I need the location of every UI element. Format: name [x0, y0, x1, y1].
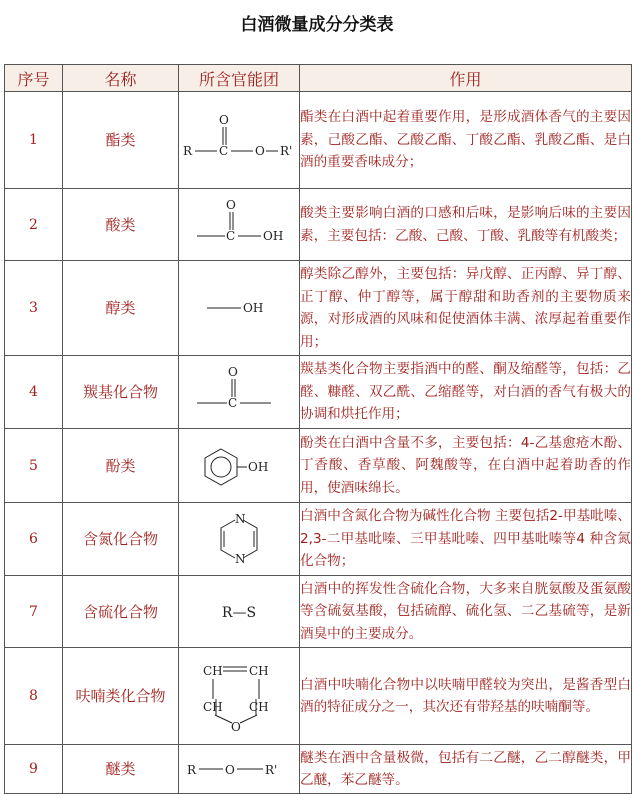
row-effect: 酯类在白酒中起着重要作用，是形成酒体香气的主要因素，己酸乙酯、乙酸乙酯、丁酸乙酯、乳酸乙酯、是白酒的重要香味成分； — [300, 92, 632, 189]
carbonyl-group-icon — [181, 363, 297, 421]
classification-table — [4, 64, 632, 794]
svg-text:R': R' — [280, 144, 293, 158]
svg-text:O: O — [228, 365, 238, 379]
thiol-group-icon — [181, 600, 297, 624]
svg-text:O: O — [255, 144, 265, 158]
row-effect: 酸类主要影响白酒的口感和后味，是影响后味的主要因素，主要包括：乙酸、己酸、丁酸、乳酸等有机酸类； — [300, 189, 632, 261]
row-name: 醚类 — [63, 745, 179, 794]
svg-text:O: O — [226, 197, 236, 212]
svg-text:C: C — [219, 144, 229, 158]
row-functional-group — [179, 261, 300, 356]
table-row — [5, 429, 632, 503]
ester-group-icon — [181, 110, 297, 170]
row-index: 8 — [5, 648, 63, 745]
row-index: 7 — [5, 576, 63, 648]
table-row — [5, 648, 632, 745]
carboxyl-group-icon — [181, 196, 297, 254]
table-row — [5, 745, 632, 794]
svg-text:C: C — [228, 396, 238, 410]
row-name: 含氮化合物 — [63, 503, 179, 576]
svg-text:CH: CH — [203, 700, 223, 714]
table-row — [5, 261, 632, 356]
row-functional-group — [179, 503, 300, 576]
row-effect: 醇类除乙醇外，主要包括：异戊醇、正丙醇、异丁醇、正丁醇、仲丁醇等，属于醇甜和助香剂的主要物质来源，对形成酒的风味和促使酒体丰满、浓厚起着重要作用； — [300, 261, 632, 356]
svg-text:R: R — [187, 763, 197, 777]
header-effect: 作用 — [300, 65, 632, 92]
table-header-row — [5, 65, 632, 92]
row-index: 5 — [5, 429, 63, 503]
svg-text:OH: OH — [248, 459, 269, 474]
svg-text:OH: OH — [243, 301, 264, 315]
row-effect: 酚类在白酒中含量不多，主要包括：4-乙基愈疮木酚、丁香酸、香草酸、阿魏酸等，在白酒中起着助香的作用，使酒味绵长。 — [300, 429, 632, 503]
svg-text:C: C — [226, 228, 236, 243]
svg-text:O: O — [225, 763, 235, 777]
phenol-ring-icon — [181, 441, 297, 491]
row-index: 3 — [5, 261, 63, 356]
row-effect: 醚类在酒中含量极微，包括有二乙醚，乙二醇醚类，甲乙醚，苯乙醚等。 — [300, 745, 632, 794]
furan-ring-icon — [181, 659, 297, 733]
row-name: 含硫化合物 — [63, 576, 179, 648]
ether-group-icon — [181, 757, 297, 781]
row-index: 6 — [5, 503, 63, 576]
row-effect: 羰基类化合物主要指酒中的醛、酮及缩醛等，包括：乙醛、糠醛、双乙酰、乙缩醛等，对白酒的香气有极大的协调和烘托作用； — [300, 356, 632, 429]
page-title: 白酒微量成分分类表 — [240, 15, 394, 35]
row-functional-group — [179, 189, 300, 261]
table-row — [5, 189, 632, 261]
table-row — [5, 92, 632, 189]
header-name: 名称 — [63, 65, 179, 92]
row-effect: 白酒中含氮化合物为碱性化合物 主要包括2-甲基吡嗪、2,3-二甲基吡嗪、三甲基吡嗪、四甲基吡嗪等4 种含氮化合物； — [300, 503, 632, 576]
row-name: 酯类 — [63, 92, 179, 189]
row-effect: 白酒中的挥发性含硫化合物，大多来自胱氨酸及蛋氨酸等含硫氨基酸，包括硫醇、硫化氢、二乙基硫等，是新酒臭中的主要成分。 — [300, 576, 632, 648]
table-row — [5, 356, 632, 429]
table-row — [5, 503, 632, 576]
svg-text:R—S: R—S — [221, 604, 257, 621]
svg-text:CH: CH — [203, 664, 223, 678]
row-index: 2 — [5, 189, 63, 261]
row-name: 醇类 — [63, 261, 179, 356]
svg-text:R: R — [183, 144, 193, 158]
table-row — [5, 576, 632, 648]
row-functional-group — [179, 745, 300, 794]
svg-text:N: N — [235, 512, 246, 526]
svg-text:CH: CH — [249, 700, 269, 714]
svg-text:R': R' — [265, 763, 278, 777]
row-index: 1 — [5, 92, 63, 189]
row-index: 9 — [5, 745, 63, 794]
row-name: 呋喃类化合物 — [63, 648, 179, 745]
pyrazine-ring-icon — [181, 509, 297, 569]
row-functional-group — [179, 648, 300, 745]
svg-text:O: O — [231, 720, 241, 734]
svg-text:CH: CH — [249, 664, 269, 678]
header-index: 序号 — [5, 65, 63, 92]
row-functional-group — [179, 429, 300, 503]
header-functional-group: 所含官能团 — [179, 65, 300, 92]
row-name: 酚类 — [63, 429, 179, 503]
row-functional-group — [179, 576, 300, 648]
row-functional-group — [179, 356, 300, 429]
row-index: 4 — [5, 356, 63, 429]
hydroxyl-group-icon — [181, 296, 297, 320]
svg-text:OH: OH — [263, 228, 284, 243]
row-effect: 白酒中呋喃化合物中以呋喃甲醛较为突出，是酱香型白酒的特征成分之一，其次还有带羟基的呋喃酮等。 — [300, 648, 632, 745]
row-name: 酸类 — [63, 189, 179, 261]
svg-text:N: N — [235, 552, 246, 566]
row-name: 羰基化合物 — [63, 356, 179, 429]
svg-text:O: O — [219, 113, 229, 127]
row-functional-group — [179, 92, 300, 189]
